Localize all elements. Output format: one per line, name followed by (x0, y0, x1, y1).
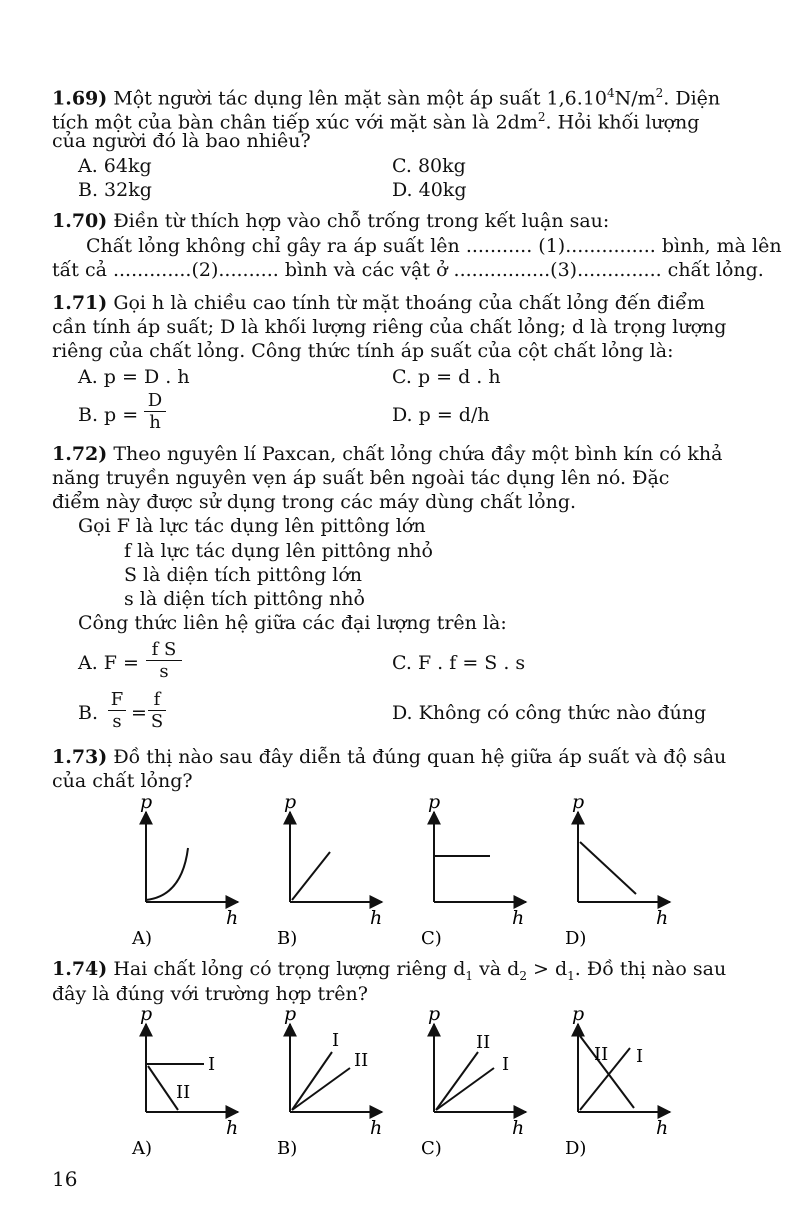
line-ii-label: II (176, 1082, 191, 1103)
q172-option-b-fraction-left (108, 689, 126, 732)
q174-sub2: 2 (519, 968, 527, 983)
q170-line3: tất cả .............(2).......... bình và các vật ở ................(3).............. chất lỏng. (52, 259, 764, 281)
x-axis-label: h (370, 1117, 383, 1139)
line-i-label: I (636, 1046, 644, 1067)
q173-line1 (52, 746, 726, 768)
q174-text1b: và d (473, 958, 520, 980)
q174-graph-d (565, 1003, 670, 1159)
q174-graph-a (131, 1003, 238, 1159)
q170-text1: Điền từ thích hợp vào chỗ trống trong kết luận sau: (113, 210, 610, 232)
q173-text1: Đồ thị nào sau đây diễn tả đúng quan hệ giữa áp suất và độ sâu (113, 746, 727, 768)
q172-line5: f là lực tác dụng lên pittông nhỏ (124, 540, 433, 562)
y-axis-label: p (428, 791, 441, 813)
q171-text1: Gọi h là chiều cao tính từ mặt thoáng của chất lỏng đến điểm (113, 292, 705, 314)
convex-curve (146, 848, 188, 900)
q172-option-b-fraction-right (148, 689, 166, 732)
q171-option-a: A. p = D . h (78, 366, 190, 388)
graph-label: A) (132, 928, 153, 949)
graph-label: D) (565, 1138, 587, 1159)
q170-line2: Chất lỏng không chỉ gây ra áp suất lên ........... (1)............... bình, mà lên (86, 235, 782, 257)
line-ii-label: II (594, 1044, 609, 1065)
q174-text1a: Hai chất lỏng có trọng lượng riêng d (113, 958, 466, 980)
q169-sup2: 2 (655, 86, 664, 100)
line-ii (292, 1068, 350, 1110)
line-ii-label: II (476, 1032, 491, 1053)
q171-line3: riêng của chất lỏng. Công thức tính áp suất của cột chất lỏng là: (52, 340, 674, 362)
q174-number: 1.74) (52, 958, 108, 980)
line-ii (436, 1052, 478, 1110)
q172-line7: s là diện tích pittông nhỏ (124, 588, 365, 610)
line-i (292, 1052, 332, 1110)
q174-graph-b (277, 1003, 382, 1159)
line-i (436, 1068, 494, 1110)
q173-graph-c (421, 791, 526, 949)
fraction-numerator: f (153, 689, 161, 710)
y-axis-label: p (140, 1003, 153, 1025)
q169-option-c: C. 80kg (392, 155, 466, 177)
q169-option-b: B. 32kg (78, 179, 152, 201)
graph-label: B) (277, 1138, 298, 1159)
y-axis-label: p (572, 791, 585, 813)
q174-text1d: . Đồ thị nào sau (574, 958, 727, 980)
q170-number: 1.70) (52, 210, 108, 232)
fraction-numerator: f S (151, 639, 177, 660)
q172-option-a-fraction (146, 639, 182, 682)
graph-label: B) (277, 928, 298, 949)
q174-line2: đây là đúng với trường hợp trên? (52, 983, 368, 1005)
y-axis-label: p (140, 791, 153, 813)
line-ii-label: II (354, 1050, 369, 1071)
x-axis-label: h (512, 907, 525, 929)
q170-line1 (52, 210, 609, 232)
q169-text2-end: . Hỏi khối lượng (545, 111, 700, 134)
q173-graph-b (277, 791, 382, 949)
q171-option-c: C. p = d . h (392, 366, 501, 388)
q172-line6: S là diện tích pittông lớn (124, 564, 363, 586)
q169-number: 1.69) (52, 87, 108, 110)
graph-label: D) (565, 928, 587, 949)
page-number: 16 (52, 1167, 78, 1191)
q171-option-b-fraction (144, 390, 166, 433)
q171-line1 (52, 292, 705, 314)
q171-option-b-prefix: B. p = (78, 404, 139, 426)
q169-unit: N/m (614, 87, 656, 110)
q173-graph-a (131, 791, 238, 949)
fraction-numerator: D (147, 390, 163, 411)
y-axis-label: p (284, 791, 297, 813)
q172-line4: Gọi F là lực tác dụng lên pittông lớn (78, 515, 426, 537)
q171-number: 1.71) (52, 292, 108, 314)
x-axis-label: h (226, 1117, 239, 1139)
x-axis-label: h (656, 1117, 669, 1139)
q174-text1c: > d (526, 958, 568, 980)
q172-option-a-prefix: A. F = (78, 652, 139, 674)
q169-sup1: 4 (606, 86, 615, 100)
q169-text1: Một người tác dụng lên mặt sàn một áp suất 1,6.10 (113, 87, 607, 110)
q172-option-b-equals: = (131, 702, 147, 724)
x-axis-label: h (512, 1117, 525, 1139)
line-i-label: I (502, 1054, 510, 1075)
falling-line (580, 842, 636, 894)
q172-line8: Công thức liên hệ giữa các đại lượng trên là: (78, 612, 507, 634)
q172-line1 (52, 443, 722, 465)
q173-graph-d (565, 791, 670, 949)
q173-line2: của chất lỏng? (52, 770, 193, 792)
graph-label: C) (421, 1138, 442, 1159)
q171-line2: cần tính áp suất; D là khối lượng riêng của chất lỏng; d là trọng lượng (52, 316, 727, 338)
q174-sub1: 1 (465, 968, 474, 983)
y-axis-label: p (572, 1003, 585, 1025)
fraction-denominator: S (148, 710, 166, 732)
y-axis-label: p (284, 1003, 297, 1025)
q169-option-d: D. 40kg (392, 179, 467, 201)
graph-label: C) (421, 928, 442, 949)
graph-label: A) (132, 1138, 153, 1159)
q173-number: 1.73) (52, 746, 108, 768)
fraction-denominator: h (144, 411, 166, 433)
q169-option-a: A. 64kg (78, 155, 152, 177)
q171-option-d: D. p = d/h (392, 404, 490, 426)
x-axis-label: h (226, 907, 239, 929)
fraction-denominator: s (108, 710, 126, 732)
q172-line3: điểm này được sử dụng trong các máy dùng chất lỏng. (52, 491, 577, 513)
q169-line3: của người đó là bao nhiêu? (52, 130, 311, 152)
q172-option-d: D. Không có công thức nào đúng (392, 702, 707, 724)
q169-text1-end: . Diện (663, 87, 721, 110)
q174-graphs (0, 1002, 800, 1162)
x-axis-label: h (656, 907, 669, 929)
x-axis-label: h (370, 907, 383, 929)
rising-line (292, 852, 330, 900)
line-ii (148, 1066, 178, 1110)
q172-option-b-prefix: B. (78, 702, 99, 724)
q169-text2: tích một của bàn chân tiếp xúc với mặt sàn là 2dm (52, 111, 538, 134)
q169-sup3: 2 (537, 110, 546, 124)
y-axis-label: p (428, 1003, 441, 1025)
q173-graphs (0, 790, 800, 950)
q174-sub3: 1 (567, 968, 575, 983)
line-i-label: I (332, 1030, 340, 1051)
fraction-numerator: F (110, 689, 124, 710)
fraction-denominator: s (146, 660, 182, 682)
q172-number: 1.72) (52, 443, 108, 465)
q174-graph-c (421, 1003, 526, 1159)
q172-text1: Theo nguyên lí Paxcan, chất lỏng chứa đầy một bình kín có khả (113, 443, 723, 465)
q172-line2: năng truyền nguyên vẹn áp suất bên ngoài tác dụng lên nó. Đặc (52, 467, 670, 489)
q172-option-c: C. F . f = S . s (392, 652, 526, 674)
line-i-label: I (208, 1054, 216, 1075)
